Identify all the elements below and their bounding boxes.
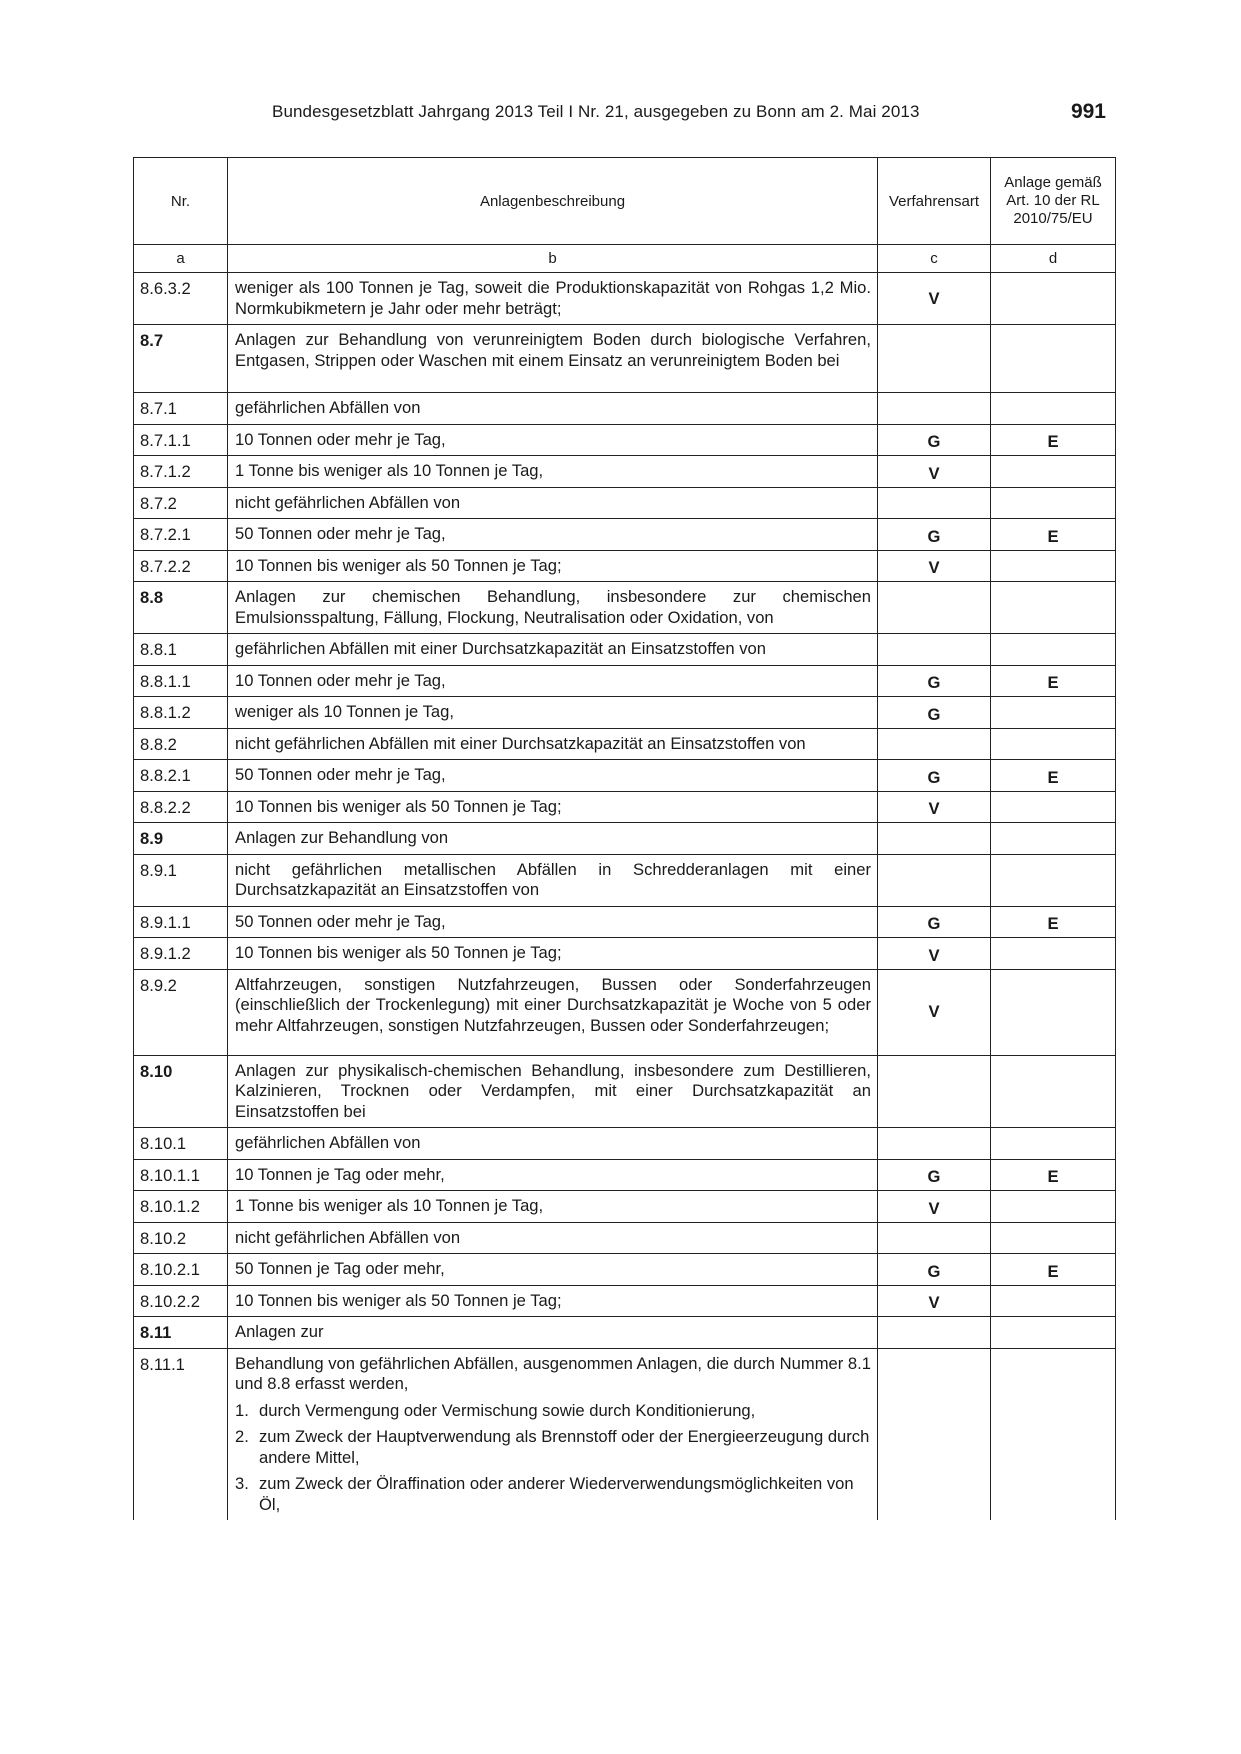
table-row xyxy=(134,424,1116,456)
enumerated-item-text: zum Zweck der Hauptverwendung als Brennstoff oder der Energieerzeugung durch andere Mittel, xyxy=(259,1427,870,1467)
cell-verfahrensart: G xyxy=(878,424,991,456)
table-row xyxy=(134,1285,1116,1317)
table-row xyxy=(134,1159,1116,1191)
cell-description xyxy=(228,697,878,729)
table-row xyxy=(134,938,1116,970)
cell-description xyxy=(228,1317,878,1349)
cell-verfahrensart xyxy=(878,487,991,519)
cell-description xyxy=(228,325,878,393)
description-text: Behandlung von gefährlichen Abfällen, ausgenommen Anlagen, die durch Nummer 8.1 und 8.8 erfasst werden, xyxy=(235,1353,871,1393)
column-header-verfahrensart: Verfahrensart xyxy=(878,158,991,245)
cell-verfahrensart xyxy=(878,582,991,634)
table-row xyxy=(134,1128,1116,1160)
cell-description xyxy=(228,393,878,425)
table-row xyxy=(134,823,1116,855)
table-row xyxy=(134,854,1116,906)
column-letter-b: b xyxy=(228,245,878,273)
table-row xyxy=(134,1222,1116,1254)
cell-anlage-art10 xyxy=(991,1128,1116,1160)
cell-description xyxy=(228,550,878,582)
enumerated-item xyxy=(235,1427,871,1468)
cell-nr: 8.8.2.2 xyxy=(134,791,228,823)
cell-anlage-art10 xyxy=(991,1348,1116,1520)
cell-description xyxy=(228,273,878,325)
description-text: 10 Tonnen oder mehr je Tag, xyxy=(235,670,446,690)
description-text: 10 Tonnen bis weniger als 50 Tonnen je Tag; xyxy=(235,796,562,816)
table-row xyxy=(134,1348,1116,1520)
cell-anlage-art10 xyxy=(991,791,1116,823)
cell-verfahrensart xyxy=(878,854,991,906)
page-header xyxy=(0,100,1241,130)
cell-description xyxy=(228,728,878,760)
table-row xyxy=(134,325,1116,393)
enumerated-item-text: durch Vermengung oder Vermischung sowie durch Konditionierung, xyxy=(259,1400,756,1420)
description-text: Anlagen zur chemischen Behandlung, insbesondere zur chemischen Emulsionsspaltung, Fällung, Flockung, Neutralisation oder Oxidation, von xyxy=(235,587,871,627)
cell-nr: 8.7 xyxy=(134,325,228,393)
cell-description xyxy=(228,969,878,1055)
cell-nr: 8.7.1 xyxy=(134,393,228,425)
cell-description xyxy=(228,424,878,456)
description-text: 1 Tonne bis weniger als 10 Tonnen je Tag, xyxy=(235,461,544,480)
cell-anlage-art10 xyxy=(991,728,1116,760)
table-row xyxy=(134,393,1116,425)
cell-verfahrensart xyxy=(878,393,991,425)
cell-nr: 8.8.2 xyxy=(134,728,228,760)
description-text: 10 Tonnen bis weniger als 50 Tonnen je Tag; xyxy=(235,943,562,962)
cell-nr: 8.11 xyxy=(134,1317,228,1349)
cell-anlage-art10 xyxy=(991,582,1116,634)
cell-nr: 8.10.2.1 xyxy=(134,1254,228,1286)
cell-verfahrensart xyxy=(878,1128,991,1160)
description-text: 10 Tonnen oder mehr je Tag, xyxy=(235,429,446,449)
cell-verfahrensart: G xyxy=(878,665,991,697)
cell-anlage-art10 xyxy=(991,938,1116,970)
cell-nr: 8.10.2 xyxy=(134,1222,228,1254)
column-letter-a: a xyxy=(134,245,228,273)
cell-nr: 8.7.2 xyxy=(134,487,228,519)
description-text: 50 Tonnen oder mehr je Tag, xyxy=(235,765,446,784)
cell-description xyxy=(228,1159,878,1191)
table-body xyxy=(134,273,1116,1521)
cell-description xyxy=(228,791,878,823)
column-letter-row xyxy=(134,245,1116,273)
cell-anlage-art10 xyxy=(991,854,1116,906)
description-text: 10 Tonnen bis weniger als 50 Tonnen je Tag; xyxy=(235,1290,562,1310)
cell-anlage-art10 xyxy=(991,456,1116,488)
cell-description xyxy=(228,456,878,488)
cell-verfahrensart: G xyxy=(878,697,991,729)
table-row xyxy=(134,1055,1116,1128)
cell-nr: 8.8.1.1 xyxy=(134,665,228,697)
cell-description xyxy=(228,854,878,906)
cell-verfahrensart: G xyxy=(878,519,991,551)
cell-description xyxy=(228,634,878,666)
cell-anlage-art10 xyxy=(991,273,1116,325)
description-text: 10 Tonnen bis weniger als 50 Tonnen je Tag; xyxy=(235,555,562,575)
cell-anlage-art10 xyxy=(991,1317,1116,1349)
column-letter-d: d xyxy=(991,245,1116,273)
cell-nr: 8.8.1 xyxy=(134,634,228,666)
enumerated-item xyxy=(235,1474,871,1515)
cell-anlage-art10: E xyxy=(991,1254,1116,1286)
table-row xyxy=(134,550,1116,582)
cell-nr: 8.7.2.2 xyxy=(134,550,228,582)
cell-anlage-art10 xyxy=(991,969,1116,1055)
enumerated-item-text: zum Zweck der Ölraffination oder anderer Wiederverwendungsmöglichkeiten von Öl, xyxy=(259,1474,854,1514)
description-text: nicht gefährlichen Abfällen von xyxy=(235,1227,461,1247)
cell-nr: 8.8.1.2 xyxy=(134,697,228,729)
cell-description xyxy=(228,906,878,938)
cell-anlage-art10: E xyxy=(991,519,1116,551)
cell-description xyxy=(228,1191,878,1223)
cell-verfahrensart: G xyxy=(878,760,991,792)
description-text: nicht gefährlichen Abfällen mit einer Durchsatzkapazität an Einsatzstoffen von xyxy=(235,733,806,753)
cell-verfahrensart: G xyxy=(878,1254,991,1286)
cell-verfahrensart xyxy=(878,325,991,393)
cell-nr: 8.6.3.2 xyxy=(134,273,228,325)
description-text: gefährlichen Abfällen von xyxy=(235,398,421,417)
cell-verfahrensart: V xyxy=(878,550,991,582)
cell-verfahrensart xyxy=(878,1222,991,1254)
table-header-row xyxy=(134,158,1116,245)
cell-description xyxy=(228,1128,878,1160)
table-row xyxy=(134,519,1116,551)
cell-description xyxy=(228,582,878,634)
cell-nr: 8.10.1 xyxy=(134,1128,228,1160)
cell-verfahrensart: V xyxy=(878,1285,991,1317)
cell-verfahrensart xyxy=(878,728,991,760)
enumerated-item-number: 2. xyxy=(235,1427,249,1446)
cell-verfahrensart: G xyxy=(878,1159,991,1191)
table-row xyxy=(134,487,1116,519)
description-text: 50 Tonnen je Tag oder mehr, xyxy=(235,1259,445,1278)
cell-verfahrensart: V xyxy=(878,1191,991,1223)
description-text: Altfahrzeugen, sonstigen Nutzfahrzeugen, Bussen oder Sonderfahrzeugen (einschließlich der Trockenlegung) mit einer Durchsatzkapazität je Woche von 5 oder mehr Altfahrzeugen, sonstigen Nutzfahrzeugen, Bussen oder Sonderfahrzeugen; xyxy=(235,974,871,1035)
table-row xyxy=(134,1254,1116,1286)
cell-verfahrensart: V xyxy=(878,969,991,1055)
table-row xyxy=(134,1191,1116,1223)
description-text: 50 Tonnen oder mehr je Tag, xyxy=(235,911,446,931)
table-row xyxy=(134,728,1116,760)
cell-nr: 8.10.2.2 xyxy=(134,1285,228,1317)
cell-nr: 8.8.2.1 xyxy=(134,760,228,792)
table-row xyxy=(134,582,1116,634)
description-text: Anlagen zur Behandlung von xyxy=(235,828,449,847)
cell-description xyxy=(228,519,878,551)
cell-verfahrensart xyxy=(878,823,991,855)
cell-anlage-art10 xyxy=(991,550,1116,582)
table-row xyxy=(134,456,1116,488)
enumerated-item-number: 3. xyxy=(235,1474,249,1493)
description-text: 10 Tonnen je Tag oder mehr, xyxy=(235,1164,445,1184)
cell-nr: 8.9.1.2 xyxy=(134,938,228,970)
cell-nr: 8.7.2.1 xyxy=(134,519,228,551)
cell-verfahrensart xyxy=(878,1317,991,1349)
cell-nr: 8.9 xyxy=(134,823,228,855)
column-letter-c: c xyxy=(878,245,991,273)
cell-verfahrensart: V xyxy=(878,791,991,823)
table-row xyxy=(134,1317,1116,1349)
cell-nr: 8.10.1.2 xyxy=(134,1191,228,1223)
description-text: Anlagen zur physikalisch-chemischen Behandlung, insbesondere zum Destillieren, Kalzinieren, Trocknen oder Verdampfen, mit einer Durchsatzkapazität an Einsatzstoffen bei xyxy=(235,1060,871,1121)
cell-anlage-art10 xyxy=(991,393,1116,425)
cell-anlage-art10 xyxy=(991,823,1116,855)
cell-nr: 8.7.1.1 xyxy=(134,424,228,456)
enumerated-item xyxy=(235,1401,871,1422)
cell-nr: 8.11.1 xyxy=(134,1348,228,1520)
description-text: weniger als 10 Tonnen je Tag, xyxy=(235,702,454,721)
cell-verfahrensart xyxy=(878,1348,991,1520)
cell-anlage-art10 xyxy=(991,1222,1116,1254)
column-header-anlage: Anlage gemäß Art. 10 der RL 2010/75/EU xyxy=(991,158,1116,245)
description-text: weniger als 100 Tonnen je Tag, soweit die Produktionskapazität von Rohgas 1,2 Mio. Normkubikmetern je Jahr oder mehr beträgt; xyxy=(235,278,871,318)
cell-verfahrensart: V xyxy=(878,456,991,488)
table-row xyxy=(134,697,1116,729)
cell-anlage-art10 xyxy=(991,487,1116,519)
description-text: 1 Tonne bis weniger als 10 Tonnen je Tag, xyxy=(235,1196,544,1215)
table-row xyxy=(134,969,1116,1055)
column-header-desc: Anlagenbeschreibung xyxy=(228,158,878,245)
table-row xyxy=(134,906,1116,938)
enumerated-item-number: 1. xyxy=(235,1400,249,1420)
cell-anlage-art10: E xyxy=(991,906,1116,938)
running-head: Bundesgesetzblatt Jahrgang 2013 Teil I Nr. 21, ausgegeben zu Bonn am 2. Mai 2013 xyxy=(272,102,920,121)
description-text: 50 Tonnen oder mehr je Tag, xyxy=(235,524,446,543)
cell-description xyxy=(228,823,878,855)
cell-description xyxy=(228,487,878,519)
cell-anlage-art10 xyxy=(991,1285,1116,1317)
cell-description xyxy=(228,1055,878,1128)
table-row xyxy=(134,760,1116,792)
cell-verfahrensart: V xyxy=(878,273,991,325)
page-number: 991 xyxy=(1070,100,1106,123)
cell-description xyxy=(228,1254,878,1286)
cell-nr: 8.10 xyxy=(134,1055,228,1128)
cell-verfahrensart xyxy=(878,634,991,666)
cell-nr: 8.9.1 xyxy=(134,854,228,906)
cell-anlage-art10 xyxy=(991,1055,1116,1128)
description-text: gefährlichen Abfällen mit einer Durchsatzkapazität an Einsatzstoffen von xyxy=(235,639,766,658)
description-text: Anlagen zur Behandlung von verunreinigtem Boden durch biologische Verfahren, Entgasen, Strippen oder Waschen mit einem Einsatz an verunreinigtem Boden bei xyxy=(235,330,871,370)
installation-table xyxy=(133,157,1116,1520)
cell-nr: 8.9.1.1 xyxy=(134,906,228,938)
cell-anlage-art10 xyxy=(991,1191,1116,1223)
description-text: Anlagen zur xyxy=(235,1322,324,1341)
description-text: nicht gefährlichen Abfällen von xyxy=(235,492,461,512)
cell-anlage-art10 xyxy=(991,634,1116,666)
cell-description xyxy=(228,665,878,697)
cell-verfahrensart: V xyxy=(878,938,991,970)
cell-description xyxy=(228,1222,878,1254)
cell-nr: 8.7.1.2 xyxy=(134,456,228,488)
cell-description xyxy=(228,760,878,792)
cell-anlage-art10 xyxy=(991,697,1116,729)
table-row xyxy=(134,791,1116,823)
cell-verfahrensart: G xyxy=(878,906,991,938)
cell-anlage-art10: E xyxy=(991,1159,1116,1191)
table-row xyxy=(134,273,1116,325)
cell-anlage-art10: E xyxy=(991,760,1116,792)
cell-nr: 8.9.2 xyxy=(134,969,228,1055)
cell-description xyxy=(228,1348,878,1520)
cell-description xyxy=(228,1285,878,1317)
table-row xyxy=(134,665,1116,697)
cell-anlage-art10 xyxy=(991,325,1116,393)
cell-nr: 8.8 xyxy=(134,582,228,634)
cell-anlage-art10: E xyxy=(991,424,1116,456)
description-text: gefährlichen Abfällen von xyxy=(235,1133,421,1152)
table-row xyxy=(134,634,1116,666)
cell-anlage-art10: E xyxy=(991,665,1116,697)
description-text: nicht gefährlichen metallischen Abfällen in Schredderanlagen mit einer Durchsatzkapazität an Einsatzstoffen von xyxy=(235,859,871,899)
column-header-nr: Nr. xyxy=(134,158,228,245)
cell-verfahrensart xyxy=(878,1055,991,1128)
cell-nr: 8.10.1.1 xyxy=(134,1159,228,1191)
cell-description xyxy=(228,938,878,970)
